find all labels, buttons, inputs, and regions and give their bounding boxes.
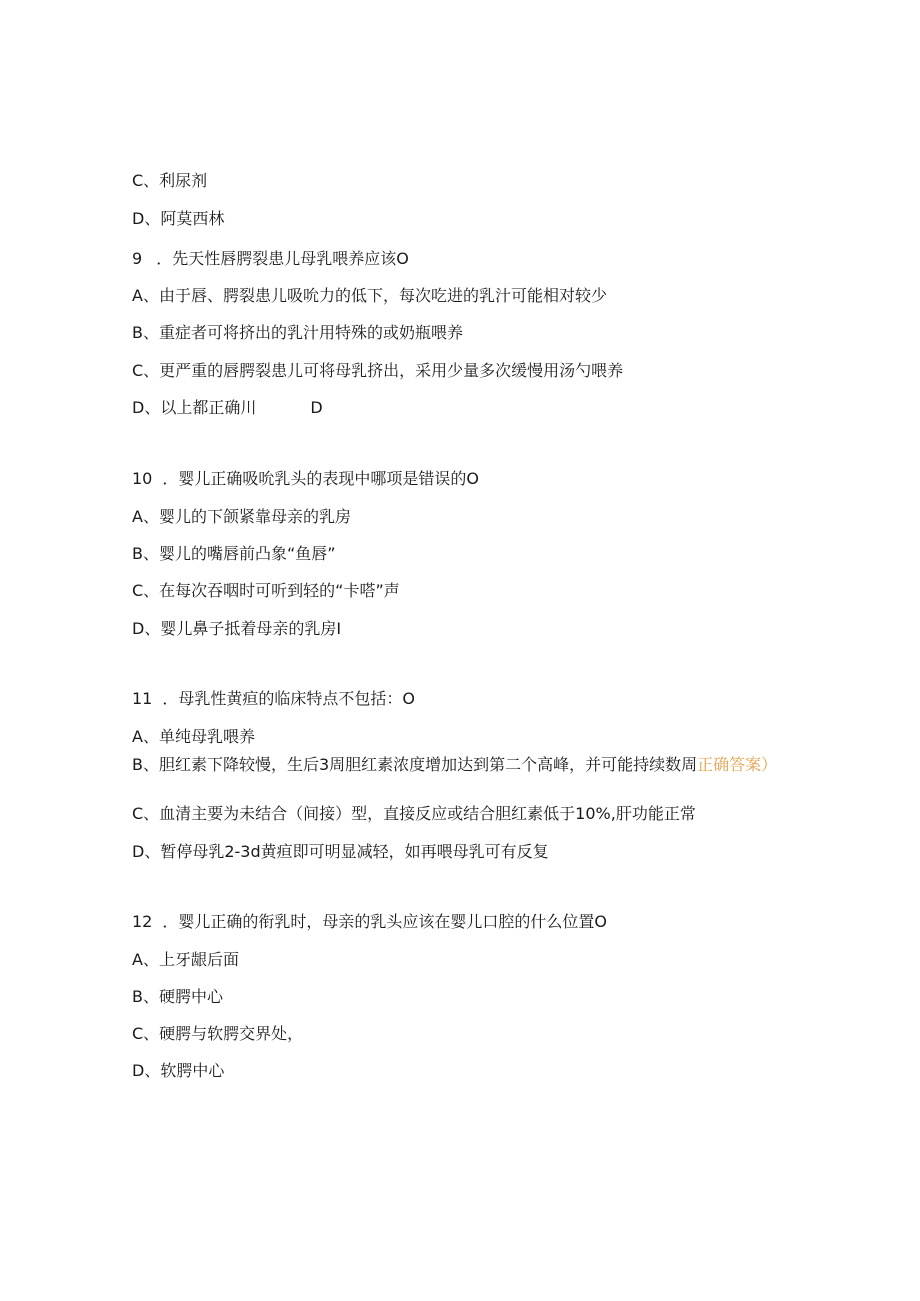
q11-option-d: D、暂停母乳2-3d黄疸即可明显减轻，如再喂母乳可有反复 bbox=[132, 842, 549, 861]
q12-option-b: B、硬腭中心 bbox=[132, 987, 223, 1006]
q12-number: 12 bbox=[132, 912, 153, 931]
q11-stem: ．母乳性黄疸的临床特点不包括：O bbox=[162, 689, 415, 708]
q10-number: 10 bbox=[132, 469, 153, 488]
q9-option-d-line bbox=[132, 398, 323, 418]
q11-option-b-answer-note: 正确答案） bbox=[697, 755, 778, 774]
q10-stem: ．婴儿正确吸吮乳头的表现中哪项是错误的O bbox=[162, 469, 479, 488]
q11-option-b: B、胆红素下降较慢，生后3周胆红素浓度增加达到第二个高峰，并可能持续数周 bbox=[132, 755, 698, 774]
q10-option-d: D、婴儿鼻子抵着母亲的乳房I bbox=[132, 619, 342, 638]
q9-answer: D bbox=[310, 398, 323, 417]
q12-option-d: D、软腭中心 bbox=[132, 1061, 225, 1080]
q12-stem-line bbox=[132, 912, 607, 932]
q12-option-c: C、硬腭与软腭交界处， bbox=[132, 1024, 304, 1043]
q11-option-c: C、血清主要为未结合（间接）型，直接反应或结合胆红素低于10%,肝功能正常 bbox=[132, 804, 696, 823]
q11-number: 11 bbox=[132, 689, 153, 708]
q10-option-a: A、婴儿的下颌紧靠母亲的乳房 bbox=[132, 507, 351, 526]
q11-stem-line bbox=[132, 689, 415, 709]
q9-option-d: D、以上都正确川 bbox=[132, 398, 257, 417]
q11-option-a: A、单纯母乳喂养 bbox=[132, 727, 255, 746]
q12-stem: ．婴儿正确的衔乳时，母亲的乳头应该在婴儿口腔的什么位置O bbox=[162, 912, 607, 931]
q9-stem: ．先天性唇腭裂患儿母乳喂养应该O bbox=[156, 249, 409, 268]
q10-option-c: C、在每次吞咽时可听到轻的“卡嗒”声 bbox=[132, 581, 400, 600]
q8-option-d: D、阿莫西林 bbox=[132, 209, 225, 228]
q9-option-b: B、重症者可将挤出的乳汁用特殊的或奶瓶喂养 bbox=[132, 323, 463, 342]
q9-number: 9 bbox=[132, 249, 143, 268]
q9-option-a: A、由于唇、腭裂患儿吸吮力的低下，每次吃进的乳汁可能相对较少 bbox=[132, 286, 607, 305]
q9-stem-line bbox=[132, 249, 409, 269]
q11-option-b-block bbox=[132, 754, 782, 775]
q10-option-b: B、婴儿的嘴唇前凸象“鱼唇” bbox=[132, 544, 336, 563]
q10-stem-line bbox=[132, 469, 479, 489]
q9-option-c: C、更严重的唇腭裂患儿可将母乳挤出，采用少量多次缓慢用汤勺喂养 bbox=[132, 361, 624, 380]
q12-option-a: A、上牙龈后面 bbox=[132, 950, 239, 969]
q8-option-c: C、利尿剂 bbox=[132, 171, 208, 190]
